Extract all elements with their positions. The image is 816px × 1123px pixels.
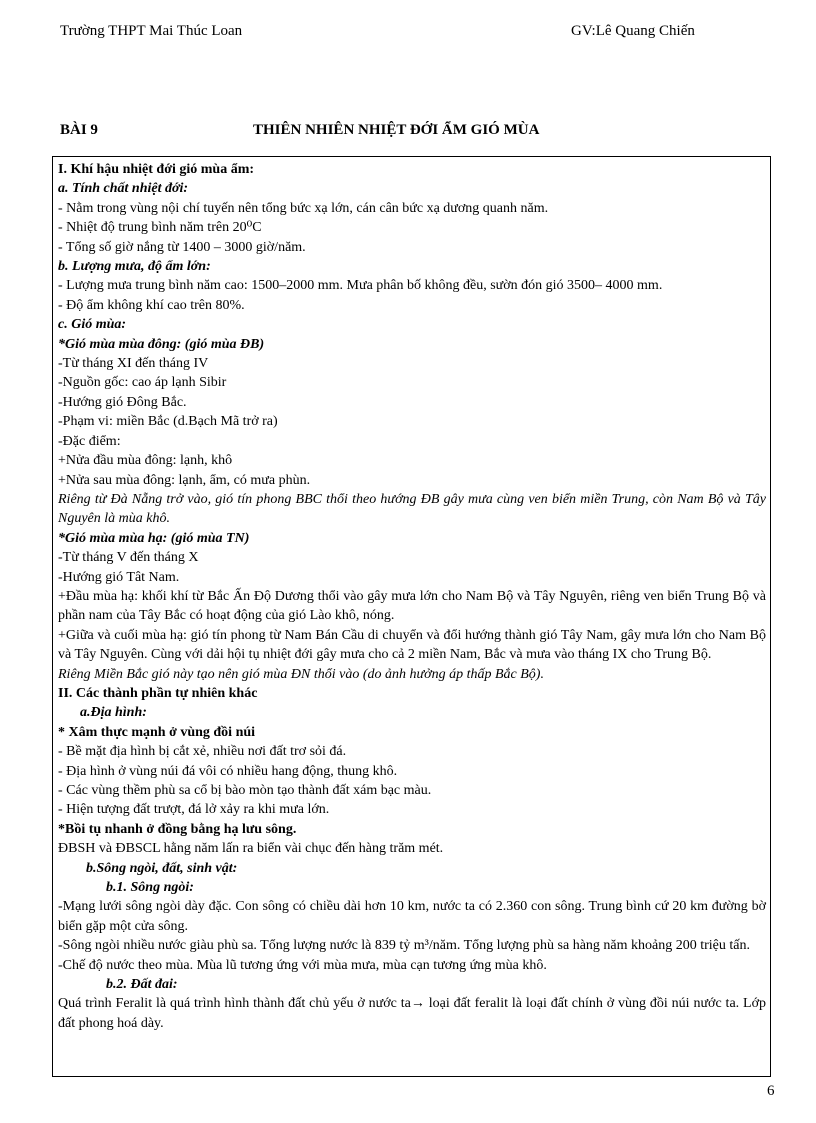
content-line: - Tổng số giờ nắng từ 1400 – 3000 giờ/năm. — [58, 239, 306, 255]
lesson-title: THIÊN NHIÊN NHIỆT ĐỚI ẨM GIÓ MÙA — [253, 122, 540, 138]
content-line: a. Tính chất nhiệt đới: — [58, 181, 189, 197]
content-line: ĐBSH và ĐBSCL hằng năm lấn ra biển vài chục đến hàng trăm mét. — [58, 841, 444, 857]
lesson-number: BÀI 9 — [60, 122, 98, 138]
content-line: Quá trình Feralit là quá trình hình thành đất chủ yếu ở nước ta→ loại đất feralit là loại đất chính ở vùng đồi núi nước ta. Lớp đất phong hoá dày. — [58, 996, 766, 1031]
content-line: Riêng Miền Bắc gió này tạo nên gió mùa ĐN thổi vào (do ảnh hưởng áp thấp Bắc Bộ). — [58, 666, 544, 682]
content-line: -Phạm vi: miền Bắc (d.Bạch Mã trở ra) — [58, 414, 278, 430]
content-line: - Bề mặt địa hình bị cắt xẻ, nhiều nơi đất trơ sỏi đá. — [58, 744, 347, 760]
content-line: -Từ tháng XI đến tháng IV — [58, 356, 209, 372]
content-line: - Độ ẩm không khí cao trên 80%. — [58, 297, 245, 313]
header-school: Trường THPT Mai Thúc Loan — [60, 23, 243, 39]
content-line: * Xâm thực mạnh ở vùng đồi núi — [58, 724, 256, 740]
content-line: - Nhiệt độ trung bình năm trên 20⁰C — [58, 220, 262, 236]
content-line: *Bồi tụ nhanh ở đồng bằng hạ lưu sông. — [58, 821, 297, 837]
content-line: -Sông ngòi nhiều nước giàu phù sa. Tổng lượng nước là 839 tỷ m³/năm. Tổng lượng phù sa hàng năm khoảng 200 triệu tấn. — [58, 938, 751, 954]
content-line: - Nằm trong vùng nội chí tuyến nên tổng bức xạ lớn, cán cân bức xạ dương quanh năm. — [58, 200, 549, 216]
content-line: c. Gió mùa: — [58, 317, 127, 333]
content-line: b.2. Đất đai: — [106, 977, 178, 993]
content-line: +Nửa sau mùa đông: lạnh, ẩm, có mưa phùn. — [58, 472, 311, 488]
content-line: +Giữa và cuối mùa hạ: gió tín phong từ Nam Bán Cầu di chuyển và đổi hướng thành gió Tây Nam, gây mưa lớn cho Nam Bộ và Tây Nguyên. Cùng với dải hội tụ nhiệt đới gây mưa cho cả 2 miền Nam, Bắc và mưa vào tháng IX cho Trung Bộ. — [58, 627, 766, 663]
content-line: - Lượng mưa trung bình năm cao: 1500–2000 mm. Mưa phân bố không đều, sườn đón gió 3500– 4000 mm. — [58, 278, 663, 294]
content-line: -Hướng gió Đông Bắc. — [58, 394, 187, 410]
content-line: - Hiện tượng đất trượt, đá lở xảy ra khi mưa lớn. — [58, 802, 330, 818]
content-line: -Mạng lưới sông ngòi dày đặc. Con sông có chiều dài hơn 10 km, nước ta có 2.360 con sông. Trung bình cứ 20 km đường bờ biển gặp một cửa sông. — [58, 899, 766, 934]
content-line: -Nguồn gốc: cao áp lạnh Sibir — [58, 375, 227, 391]
content-line: a.Địa hình: — [80, 705, 147, 721]
header-teacher: GV:Lê Quang Chiến — [571, 23, 695, 39]
content-line: Riêng từ Đà Nẵng trở vào, gió tín phong BBC thổi theo hướng ĐB gây mưa cùng ven biển miền Trung, còn Nam Bộ và Tây Nguyên là mùa khô. — [58, 491, 766, 527]
content-line: -Đặc điểm: — [58, 433, 121, 449]
content-line: -Hướng gió Tât Nam. — [58, 569, 180, 585]
content-line: b. Lượng mưa, độ ẩm lớn: — [58, 259, 211, 275]
content-line: - Các vùng thềm phù sa cổ bị bào mòn tạo thành đất xám bạc màu. — [58, 783, 432, 798]
content-line: -Chế độ nước theo mùa. Mùa lũ tương ứng với mùa mưa, mùa cạn tương ứng mùa khô. — [58, 957, 547, 973]
content-line: b.Sông ngòi, đất, sinh vật: — [86, 860, 238, 876]
content-box — [52, 156, 771, 1077]
page-number: 6 — [767, 1083, 775, 1099]
content-line: *Gió mùa mùa đông: (gió mùa ĐB) — [58, 336, 265, 352]
content-line: b.1. Sông ngòi: — [106, 880, 194, 896]
content-line: -Từ tháng V đến tháng X — [58, 550, 199, 566]
content-line: +Đầu mùa hạ: khối khí từ Bắc Ấn Độ Dương thổi vào gây mưa lớn cho Nam Bộ và Tây Nguyên, riêng ven biển Trung Bộ và phần nam của Tây Bắc có hoạt động của gió Lào khô, nóng. — [58, 588, 766, 624]
content-line: I. Khí hậu nhiệt đới gió mùa ẩm: — [58, 162, 255, 177]
content-line: - Địa hình ở vùng núi đá vôi có nhiều hang động, thung khô. — [58, 763, 398, 779]
content-line: *Gió mùa mùa hạ: (gió mùa TN) — [58, 530, 250, 546]
content-line: II. Các thành phần tự nhiên khác — [58, 685, 258, 701]
content-line: +Nửa đầu mùa đông: lạnh, khô — [58, 453, 233, 469]
